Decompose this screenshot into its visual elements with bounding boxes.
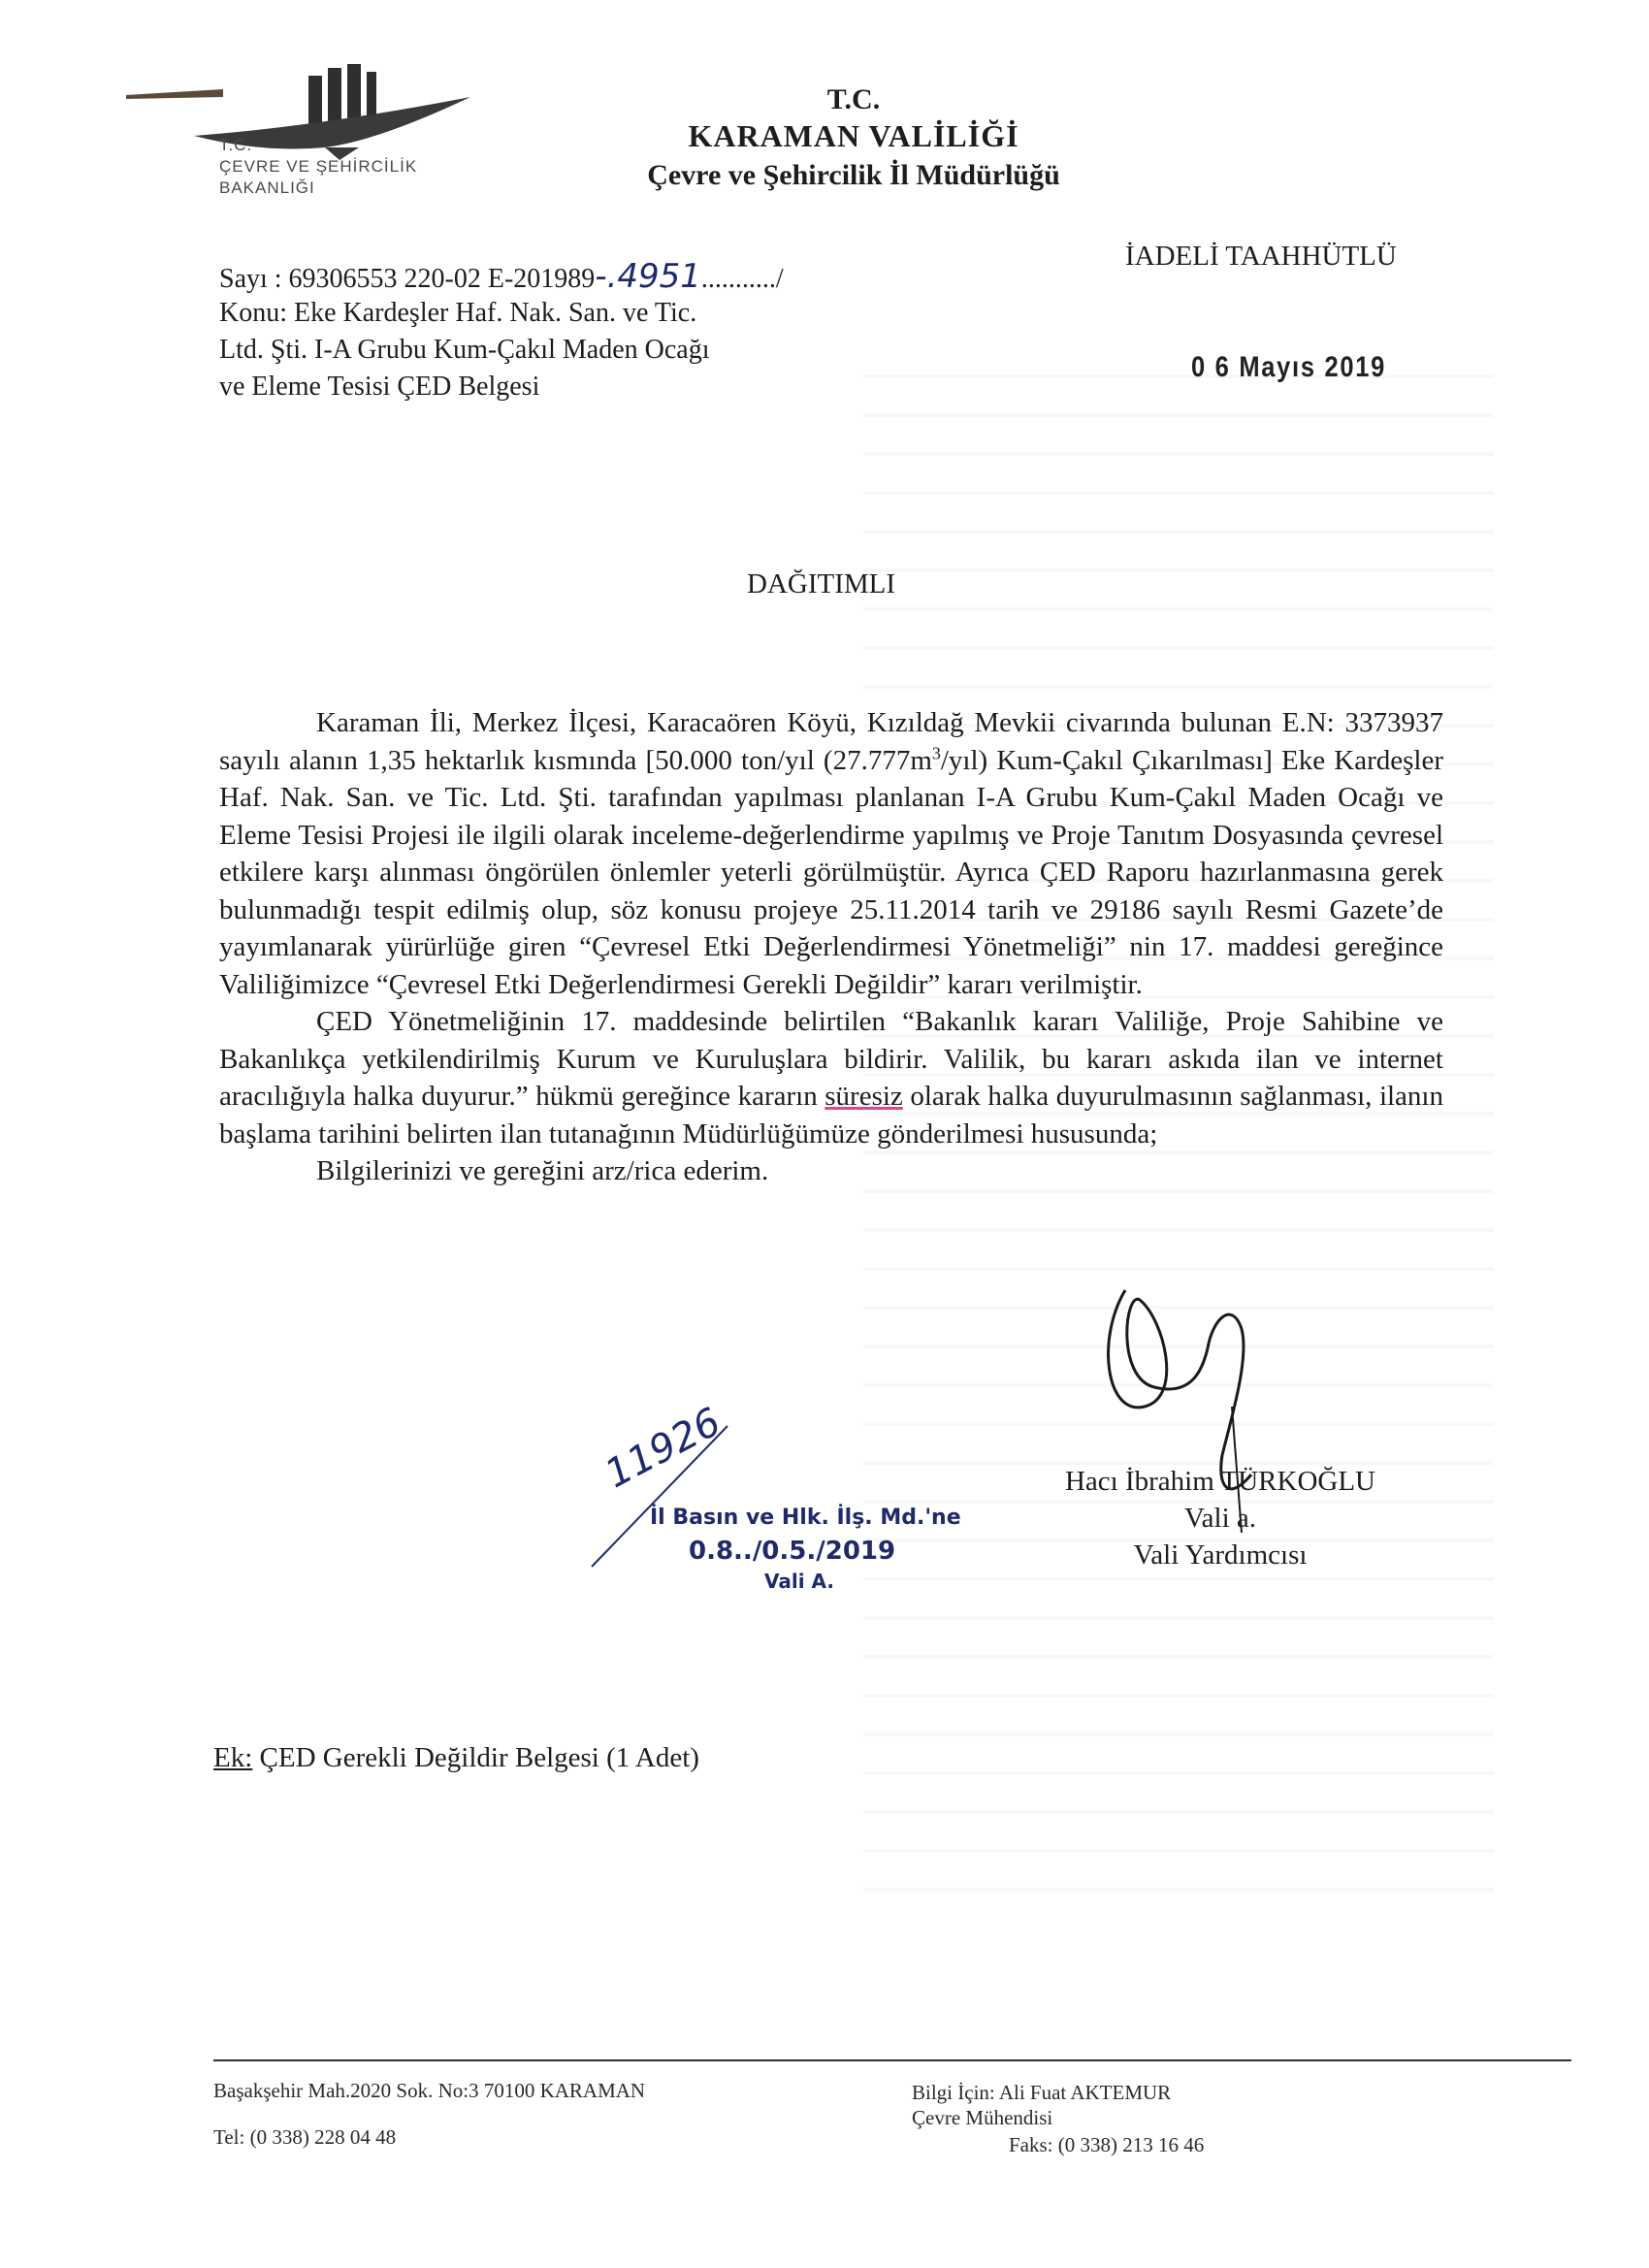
subject-line-1: Konu: Eke Kardeşler Haf. Nak. San. ve Tic. xyxy=(219,298,697,328)
logo-line-tc: T.C. xyxy=(219,136,253,154)
footer-contact: Bilgi İçin: Ali Fuat AKTEMUR xyxy=(912,2081,1172,2104)
paragraph-2-part-a: ÇED Yönetmeliğinin 17. maddesinde belirtilen “Bakanlık kararı Valiliğe, Proje Sahibine ve Bakanlıkça yetkilendirilmiş Kurum ve Kuruluşlara bildirir. Valilik, bu kararı askıda ilan ve internet aracılığıyla halka duyurur.” hükmü gereğince kararın xyxy=(219,1006,1443,1112)
body-paragraph-1 xyxy=(219,704,1443,1003)
body-closing: Bilgilerinizi ve gereğini arz/rica ederim. xyxy=(316,1155,769,1186)
footer-address: Başakşehir Mah.2020 Sok. No:3 70100 KARAMAN xyxy=(213,2079,646,2102)
header-directorate: Çevre ve Şehircilik İl Müdürlüğü xyxy=(647,159,1060,191)
footer-contact-title: Çevre Mühendisi xyxy=(912,2106,1053,2129)
date-stamp: 0 6 Mayıs 2019 xyxy=(1191,351,1387,383)
paragraph-1-part-b: /yıl) Kum-Çakıl Çıkarılması] Eke Kardeşler Haf. Nak. San. ve Tic. Ltd. Şti. tarafından yapılması planlanan I-A Grubu Kum-Çakıl Maden Ocağı ve Eleme Tesisi Projesi ile ilgili olarak inceleme-değerlendirme yapılmış ve Proje Tanıtım Dosyasında çevresel etkilere karşı alınması öngörülen önlemler yeterli görülmüştür. Ayrıca ÇED Raporu hazırlanmasına gerek bulunmadığı tespit edilmiş olup, söz konusu projeye 25.11.2014 tarih ve 29186 sayılı Resmi Gazete’de yayımlanarak yürürlüğe giren “Çevresel Etki Değerlendirmesi Yönetmeliği” nin 17. maddesi gereğince Valiliğimizce “Çevresel Etki Değerlendirmesi Gerekli Değildir” kararı verilmiştir. xyxy=(219,744,1443,1000)
signatory-title-1: Vali a. xyxy=(1183,1503,1257,1534)
distribution-label: DAĞITIMLI xyxy=(747,568,896,599)
header-governorship: KARAMAN VALİLİĞİ xyxy=(688,118,1019,153)
signatory-title-2: Vali Yardımcısı xyxy=(1133,1539,1308,1571)
signatory-block xyxy=(1036,1463,1405,1573)
underlined-word: süresiz xyxy=(824,1081,903,1112)
superscript-3: 3 xyxy=(931,742,941,762)
paragraph-1-part-a: Karaman İli, Merkez İlçesi, Karacaören Köyü, Kızıldağ Mevkii civarında bulunan E.N: 3373937 sayılı alanın 1,35 hektarlık kısmında [50.000 ton/yıl (27.777m xyxy=(219,707,1443,776)
handwritten-number: 11926 xyxy=(598,1399,728,1498)
ministry-logo-icon xyxy=(126,58,495,223)
footer-fax: Faks: (0 338) 213 16 46 xyxy=(1009,2133,1205,2156)
footer-phone: Tel: (0 338) 228 04 48 xyxy=(213,2125,397,2149)
sayi-tail: .........../ xyxy=(700,264,784,294)
stamp-line-1: İl Basın ve Hlk. İlş. Md.'ne xyxy=(650,1506,961,1530)
enclosure-line xyxy=(213,1742,699,1774)
stamp-line-2: 0.8../0.5./2019 xyxy=(689,1537,896,1566)
logo-line-ministry: ÇEVRE VE ŞEHİRCİLİK xyxy=(219,157,418,176)
signatory-name: Hacı İbrahim TÜRKOĞLU xyxy=(1064,1466,1375,1497)
paragraph-2-part-b: olarak halka duyurulmasının sağlanması, ilanın başlama tarihini belirten ilan tutanağının Müdürlüğümüze gönderilmesi hususunda; xyxy=(219,1081,1443,1150)
letter-body xyxy=(219,704,1443,1190)
sayi-text: Sayı : 69306553 220-02 E-201989 xyxy=(219,264,596,294)
received-stamp xyxy=(582,1399,989,1659)
subject-line-3: ve Eleme Tesisi ÇED Belgesi xyxy=(219,372,540,402)
footer-divider xyxy=(213,2059,1571,2061)
enclosure-text: ÇED Gerekli Değildir Belgesi (1 Adet) xyxy=(252,1742,699,1773)
registered-mail-label: İADELİ TAAHHÜTLÜ xyxy=(1125,241,1397,272)
logo-line-bakanlik: BAKANLIĞI xyxy=(219,178,315,197)
sayi-handwritten: -.4951 xyxy=(595,257,701,296)
stamp-line-3: Vali A. xyxy=(764,1570,835,1593)
reference-number xyxy=(219,258,784,298)
header-tc: T.C. xyxy=(826,83,881,115)
enclosure-label: Ek: xyxy=(213,1742,253,1773)
body-paragraph-2 xyxy=(219,1003,1443,1152)
subject-line-2: Ltd. Şti. I-A Grubu Kum-Çakıl Maden Ocağı xyxy=(219,335,710,365)
